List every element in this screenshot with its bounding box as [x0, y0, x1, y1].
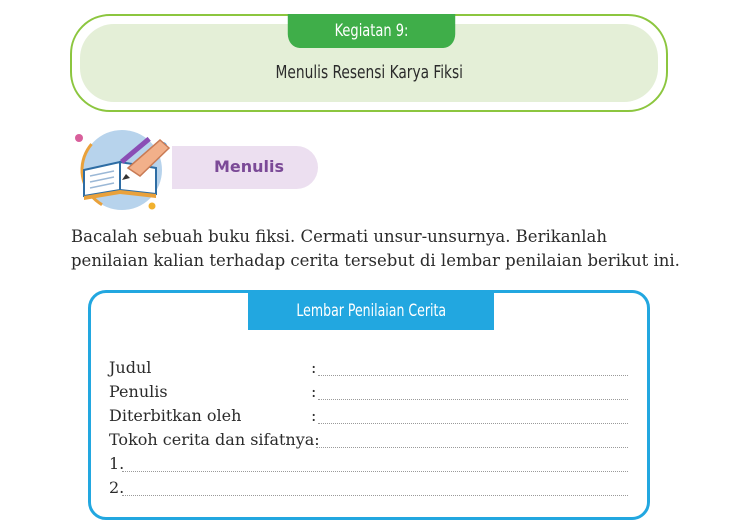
field-label-diterbitkan: Diterbitkan oleh	[109, 406, 242, 425]
activity-title	[70, 62, 668, 83]
field-label-judul: Judul	[109, 358, 152, 377]
instruction-text: Bacalah sebuah buku fiksi. Cermati unsur-unsurnya. Berikanlah penilaian kalian terhadap cerita tersebut di lembar penilaian berikut ini.	[71, 227, 680, 270]
activity-title-text: Menulis Resensi Karya Fiksi	[275, 62, 463, 83]
field-label-penulis: Penulis	[109, 382, 168, 401]
colon-penulis: :	[311, 382, 317, 401]
section-label: Menulis	[214, 157, 285, 176]
list-item-number-1: 1.	[109, 454, 125, 473]
sheet-title	[248, 293, 494, 330]
colon-diterbitkan: :	[311, 406, 317, 425]
field-label-tokoh: Tokoh cerita dan sifatnya:	[109, 430, 320, 449]
writing-hand-book-icon	[70, 124, 180, 214]
fill-line-item-2[interactable]	[122, 495, 628, 496]
fill-line-tokoh[interactable]	[316, 447, 628, 448]
colon-judul: :	[311, 358, 317, 377]
list-item-number-2: 2.	[109, 478, 125, 497]
sheet-title-text: Lembar Penilaian Cerita	[296, 301, 446, 321]
fill-line-diterbitkan[interactable]	[318, 423, 628, 424]
fill-line-penulis[interactable]	[318, 399, 628, 400]
fill-line-item-1[interactable]	[122, 471, 628, 472]
activity-tab: Kegiatan 9:	[288, 14, 455, 48]
fill-line-judul[interactable]	[318, 375, 628, 376]
